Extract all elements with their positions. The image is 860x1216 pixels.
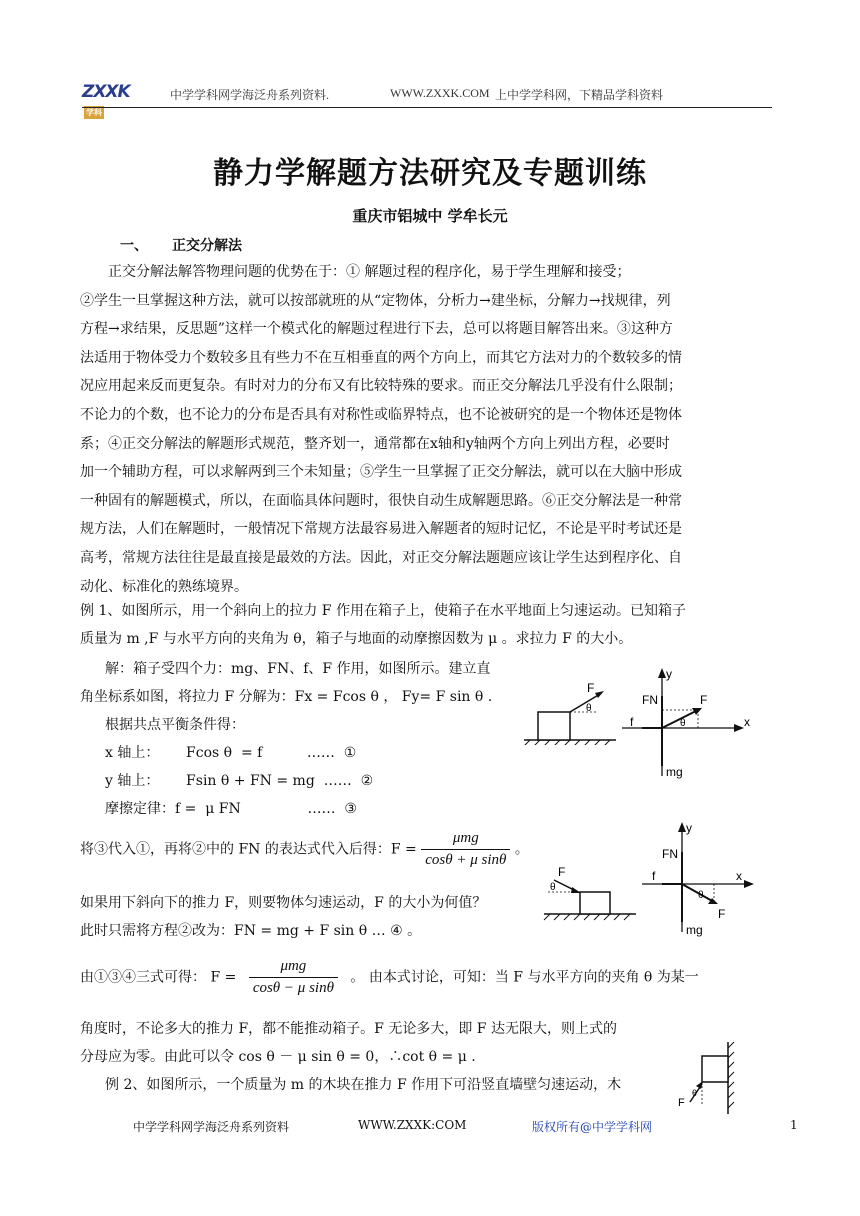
- intro-line: 高考，常规方法往往是最直接是最效的方法。因此，对正交分解法题题应该让学生达到程序化、自: [80, 549, 682, 566]
- solution-line3: 根据共点平衡条件得：: [105, 717, 245, 733]
- box-push-diagram: [540, 862, 640, 922]
- intro-line: 况应用起来反而更复杂。有时对力的分布又有比较特殊的要求。而正交分解法几乎没有什么限制；: [80, 378, 682, 395]
- intro-line: 方程→求结果，反思题”这样一个模式化的解题过程进行下去，总可以将题目解答出来。③这种方: [80, 321, 673, 338]
- intro-line: ②学生一旦掌握这种方法，就可以按部就班的从“定物体，分析力→建坐标，分解力→找规律，列: [80, 292, 671, 309]
- intro-line: 系；④正交分解法的解题形式规范，整齐划一，通常都在x轴和y轴两个方向上列出方程，必要时: [80, 435, 670, 452]
- equation-2: y 轴上： Fsin θ + FN = mg …… ②: [105, 773, 374, 789]
- page-number: 1: [790, 1118, 798, 1132]
- diagram-label: θ: [698, 890, 704, 901]
- fraction: $\frac{\text{μmg}}{\text{cosθ − μ sinθ}}$: [249, 958, 338, 997]
- diagram-label: FN: [642, 693, 658, 707]
- diagram-label: θ: [586, 703, 592, 714]
- header-site[interactable]: WWW.ZXXK.COM: [390, 86, 490, 100]
- discussion-line1: 角度时，不论多大的推力 F，都不能推动箱子。F 无论多大，即 F 达无限大，则上式的: [80, 1021, 617, 1037]
- intro-line: 正交分解法解答物理问题的优势在于：① 解题过程的程序化，易于学生理解和接受；: [108, 264, 631, 280]
- solution-line2: 角坐标系如图，将拉力 F 分解为：Fx = Fcos θ ， Fy= F sin θ .: [80, 689, 493, 705]
- equation-1: x 轴上： Fcos θ = f …… ①: [105, 745, 357, 761]
- footer-copyright-link[interactable]: 版权所有@中学学科网: [532, 1120, 653, 1134]
- header-slogan: 上中学学科网，下精品学科资料: [495, 88, 664, 102]
- discussion-line2: 分母应为零。由此可以令 cos θ － μ sin θ = 0，∴cot θ = μ .: [80, 1049, 476, 1065]
- question-2b: 此时只需将方程②改为：FN = mg + F sin θ … ④ 。: [80, 923, 422, 939]
- solution-line1: 解：箱子受四个力：mg、FN、f、F 作用，如图所示。建立直: [105, 661, 491, 677]
- diagram-label: y: [686, 821, 692, 835]
- diagram-label: F: [718, 907, 726, 921]
- example1-line1: 例 1、如图所示，用一个斜向上的拉力 F 作用在箱子上，使箱子在水平地面上匀速运动。已知箱子: [80, 603, 686, 619]
- diagram-label: mg: [666, 765, 683, 779]
- section-heading: 一、 正交分解法: [120, 238, 242, 254]
- site-logo: ZXXK学科: [82, 82, 130, 117]
- footer-site[interactable]: WWW.ZXXK:COM: [358, 1118, 467, 1132]
- intro-line: 规方法，人们在解题时，一般情况下常规方法最容易进入解题者的短时记忆，不论是平时考试还是: [80, 521, 682, 538]
- page-title: 静力学解题方法研究及专题训练: [213, 156, 647, 191]
- diagram-label: F: [700, 693, 708, 707]
- diagram-label: FN: [662, 847, 678, 861]
- intro-line: 一种固有的解题模式，所以，在面临具体问题时，很快自动生成解题思路。⑥正交分解法是一种常: [80, 492, 682, 509]
- example1-line2: 质量为 m ,F 与水平方向的夹角为 θ，箱子与地面的动摩擦因数为 μ 。求拉力 F 的大小。: [80, 631, 633, 647]
- intro-line: 法适用于物体受力个数较多且有些力不在互相垂直的两个方向上，而其它方法对力的个数较多的情: [80, 349, 682, 366]
- diagram-label: y: [666, 667, 672, 681]
- equation-3: 摩擦定律：f = μ FN …… ③: [105, 801, 357, 817]
- result-formula-1: 将③代入①，再将②中的 FN 的表达式代入后得：F = $\frac{\text{μmg}}{\text{cosθ + μ sinθ}}$ 。: [80, 830, 529, 868]
- intro-line: 加一个辅助方程，可以求解两到三个未知量；⑤学生一旦掌握了正交分解法，就可以在大脑中形成: [80, 464, 682, 481]
- force-coordinate-diagram: [620, 664, 760, 784]
- diagram-label: θ: [550, 882, 556, 893]
- intro-paragraph: [80, 258, 732, 601]
- header-divider: [82, 107, 772, 108]
- diagram-label: x: [744, 715, 750, 729]
- result-formula-2: 由①③④三式可得： F = $\frac{\text{μmg}}{\text{cosθ − μ sinθ}}$ 。 由本式讨论，可知：当 F 与水平方向的夹角 θ 为某一: [80, 958, 699, 996]
- wall-block-diagram: [672, 1040, 742, 1116]
- question-2: 如果用下斜向下的推力 F，则要物体匀速运动，F 的大小为何值？: [80, 895, 487, 911]
- example2-line1: 例 2、如图所示，一个质量为 m 的木块在推力 F 作用下可沿竖直墙壁匀速运动，木: [105, 1077, 622, 1093]
- author-line: 重庆市铝城中 学牟长元: [352, 207, 508, 225]
- push-force-coordinate-diagram: [640, 818, 770, 938]
- diagram-label: F: [678, 1097, 685, 1109]
- diagram-label: F: [587, 681, 595, 695]
- diagram-label: f: [630, 715, 634, 729]
- diagram-label: f: [652, 869, 656, 883]
- diagram-label: mg: [686, 923, 703, 937]
- footer-source: 中学学科网学海泛舟系列资料: [133, 1120, 290, 1134]
- fraction: $\frac{\text{μmg}}{\text{cosθ + μ sinθ}}$: [421, 830, 510, 869]
- diagram-label: F: [558, 865, 566, 879]
- box-pull-diagram: [520, 680, 620, 745]
- diagram-label: x: [736, 869, 742, 883]
- intro-line: 动化、标准化的熟练境界。: [80, 578, 248, 595]
- header-source: 中学学科网学海泛舟系列资料.: [170, 88, 330, 102]
- diagram-label: θ: [680, 718, 686, 729]
- diagram-label: θ: [692, 1088, 698, 1098]
- intro-line: 不论力的个数，也不论力的分布是否具有对称性或临界特点，也不论被研究的是一个物体还是物体: [80, 406, 682, 423]
